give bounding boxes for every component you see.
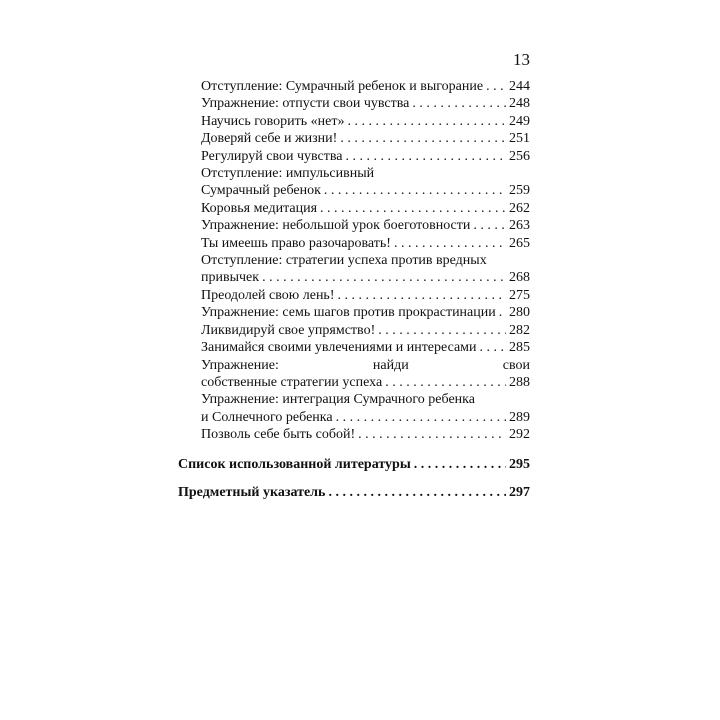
toc-entry-page: 280 [509, 305, 530, 321]
toc-entry-page: 275 [509, 287, 530, 303]
dot-leader [358, 426, 506, 443]
toc-entry [178, 78, 530, 95]
toc-entry [178, 374, 530, 391]
toc-entry-title: Позволь себе быть собой! [201, 427, 356, 443]
toc-entry [178, 304, 530, 321]
toc-entry-title: и Солнечного ребенка [201, 409, 333, 425]
toc-entry [178, 426, 530, 443]
toc-entry-page: 288 [509, 374, 530, 390]
toc-entry-title: Предметный указатель [178, 484, 326, 500]
toc-entry-page: 282 [509, 322, 530, 338]
dot-leader [378, 322, 506, 339]
toc-entry [178, 95, 530, 112]
toc-entry-title: Упражнение: отпусти свои чувства [201, 96, 410, 112]
toc-entry-title: Преодолей свою лень! [201, 287, 335, 303]
toc-entry-page: 295 [509, 456, 530, 472]
dot-leader [473, 217, 506, 234]
dot-leader [385, 374, 506, 391]
toc-entry-page: 259 [509, 183, 530, 199]
toc-entry-title: Коровья медитация [201, 200, 318, 216]
dot-leader [394, 235, 506, 252]
toc-entry-title: Отступление: Сумрачный ребенок и выгорание [201, 79, 484, 94]
dot-leader [337, 287, 506, 304]
toc-main-entry-index [178, 484, 530, 501]
toc-entry [178, 200, 530, 217]
toc-entry-title: собственные стратегии успеха [201, 374, 383, 390]
toc-entry-page: 285 [509, 340, 530, 356]
toc-entry-first-line: Отступление: импульсивный [201, 166, 375, 182]
toc-entry [178, 322, 530, 339]
toc-entry [178, 113, 530, 130]
toc-entry-title: Ликвидируй свое упрямство! [201, 322, 376, 338]
toc-entry [178, 269, 530, 286]
dot-leader [414, 456, 506, 473]
toc-main-entry-bibliography [178, 456, 530, 473]
table-of-contents [178, 78, 530, 501]
toc-entry-title: Занимайся своими увлечениями и интересами [201, 340, 477, 356]
toc-entry-page: 292 [509, 427, 530, 443]
toc-entry-first-line [178, 357, 530, 374]
toc-entry-page: 249 [509, 113, 530, 129]
toc-entry [178, 339, 530, 356]
dot-leader [486, 78, 506, 95]
toc-entry-title: Ты имеешь право разочаровать! [201, 235, 391, 251]
toc-entry-page: 244 [509, 79, 530, 94]
dot-leader [346, 148, 507, 165]
toc-entry [178, 235, 530, 252]
justified-word: свои [502, 357, 530, 373]
dot-leader [320, 200, 506, 217]
toc-entry [178, 182, 530, 199]
toc-entry [178, 409, 530, 426]
dot-leader [262, 269, 506, 286]
toc-entry-title: Регулируй свои чувства [201, 148, 343, 164]
toc-entry-title: Сумрачный ребенок [201, 183, 321, 199]
toc-entry-title: Доверяй себе и жизни! [201, 131, 338, 147]
dot-leader [328, 484, 506, 501]
toc-entry-page: 262 [509, 200, 530, 216]
dot-leader [412, 95, 506, 112]
toc-entry [178, 148, 530, 165]
toc-entry-title: Список использованной литературы [178, 456, 411, 472]
justified-word: Упражнение: [201, 357, 279, 373]
dot-leader [336, 409, 506, 426]
toc-entry-page: 297 [509, 484, 530, 500]
toc-entry-title: Упражнение: небольшой урок боеготовности [201, 218, 471, 234]
toc-entry-title: привычек [201, 270, 260, 286]
page-number: 13 [513, 50, 530, 69]
toc-entry-title: Научись говорить «нет» [201, 113, 345, 129]
toc-entry-page: 268 [509, 270, 530, 286]
toc-entry-first-line: Отступление: стратегии успеха против вредных [201, 253, 487, 269]
dot-leader [480, 339, 506, 356]
toc-entry-page: 263 [509, 218, 530, 234]
toc-entry-page: 248 [509, 96, 530, 112]
toc-entry-first-line: Упражнение: интеграция Сумрачного ребенка [201, 392, 475, 408]
dot-leader [340, 130, 506, 147]
toc-entry [178, 217, 530, 234]
dot-leader [499, 304, 506, 321]
toc-entry [178, 130, 530, 147]
dot-leader [324, 182, 506, 199]
toc-entry-page: 265 [509, 235, 530, 251]
justified-word: найди [372, 357, 409, 373]
toc-entry [178, 287, 530, 304]
toc-entry-title: Упражнение: семь шагов против прокрастинации [201, 305, 496, 321]
dot-leader [347, 113, 506, 130]
toc-entry-page: 289 [509, 409, 530, 425]
toc-entry-page: 251 [509, 131, 530, 147]
toc-entry-page: 256 [509, 148, 530, 164]
